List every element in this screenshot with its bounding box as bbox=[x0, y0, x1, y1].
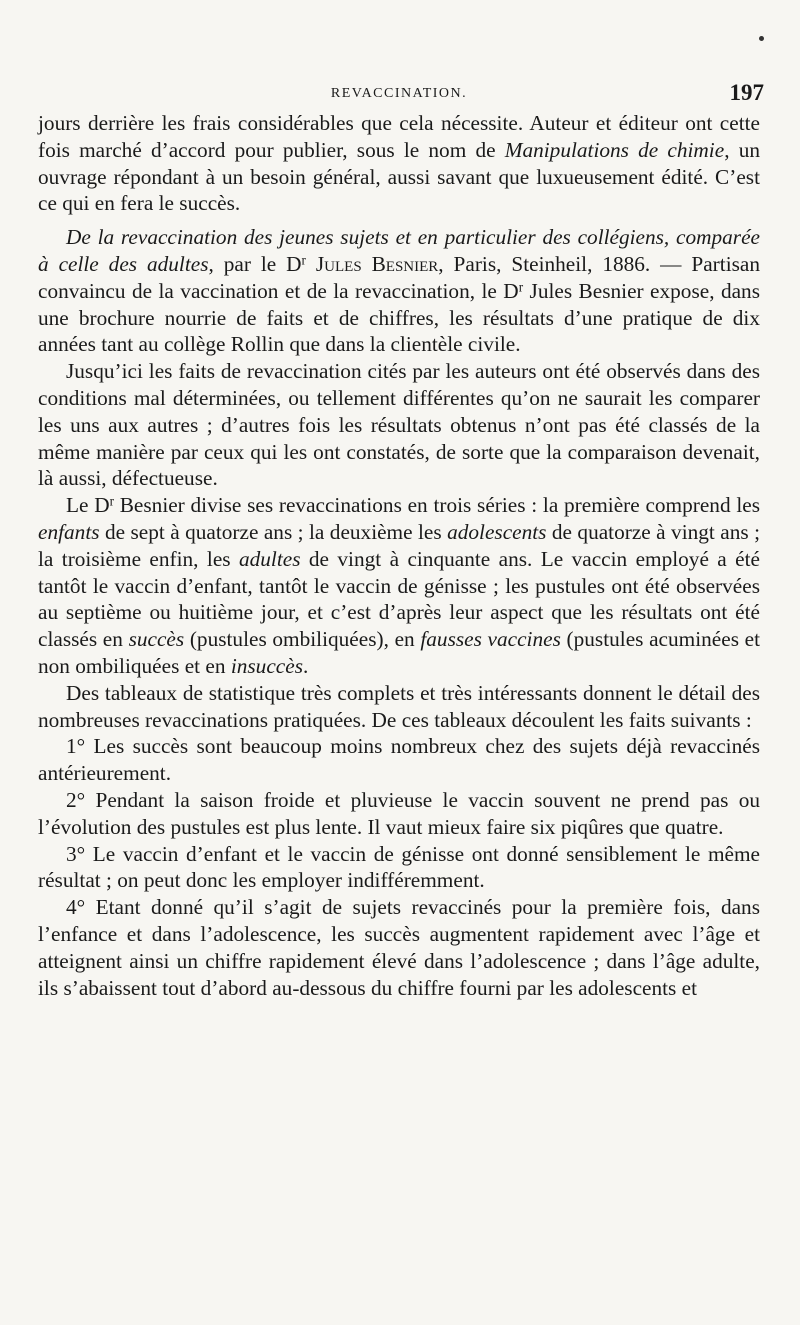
text-run: Le D bbox=[66, 493, 110, 518]
numbered-finding-3: 3° Le vaccin d’enfant et le vaccin de génisse ont donné sensiblement le même résultat ; on peut donc les employer indifféremment. bbox=[38, 841, 760, 893]
numbered-finding-1: 1° Les succès sont beaucoup moins nombreux chez des sujets déjà revaccinés antérieurement. bbox=[38, 734, 760, 786]
paragraph-body: Jusqu’ici les faits de revaccination cités par les auteurs ont été observés dans des conditions mal déterminées, ou tellement différentes qu’on ne saurait les comparer les uns aux autres ; d’autres fois les résultats obtenus n’ont pas été classés de la même manière par ceux qui les ont constatés, de sorte que la comparaison devenait, là aussi, défectueuse. bbox=[38, 359, 760, 491]
paragraph-body bbox=[38, 492, 760, 680]
italic-term: insuccès bbox=[230, 653, 303, 678]
body-text bbox=[38, 110, 760, 1001]
book-title-italic: Manipulations de chimie bbox=[504, 137, 725, 162]
running-title: REVACCINATION. bbox=[330, 86, 468, 101]
text-run: . bbox=[302, 653, 309, 678]
text-run: (pustules acuminées et non ombiliquées et en bbox=[38, 627, 761, 678]
italic-term: adolescents bbox=[447, 519, 547, 544]
italic-term: fausses vaccines bbox=[420, 627, 561, 652]
paragraph-body: Des tableaux de statistique très complets et très intéressants donnent le détail des nombreuses revaccinations pratiquées. De ces tableaux découlent les faits suivants : bbox=[38, 680, 760, 732]
text-run: de vingt à cinquante ans. Le vaccin employé a été tantôt le vaccin d’enfant, tantôt le vaccin de génisse ; les pustules ont été observées au septième ou huitième jour, et c’est d’après leur aspect que les résultats ont été classés en bbox=[38, 546, 760, 652]
italic-term: enfants bbox=[38, 519, 100, 544]
text-run: jours derrière les frais considérables que cela nécessite. Auteur et éditeur ont cette fois marché d’accord pour publier, sous le nom de bbox=[38, 111, 760, 162]
text-run: , un ouvrage répondant à un besoin général, aussi savant que luxueusement édité. C’est ce qui en fera le succès. bbox=[38, 137, 760, 216]
text-run: , Paris, Steinheil, 1886. — Partisan convaincu de la vaccination et de la revaccination, le D bbox=[38, 251, 760, 303]
numbered-finding-4: 4° Etant donné qu’il s’agit de sujets revaccinés pour la première fois, dans l’enfance et dans l’adolescence, les succès augmentent rapidement avec l’âge et atteignent ainsi un chiffre rapidement élevé dans l’adolescence ; dans l’âge adulte, ils s’abaissent tout d’abord au-dessous du chiffre fourni par les adolescents et bbox=[38, 895, 760, 1000]
review-title-italic: De la revaccination des jeunes sujets et en particulier des collégiens, comparée à celle des adultes bbox=[38, 225, 760, 276]
superscript: r bbox=[518, 279, 524, 295]
superscript: r bbox=[301, 252, 306, 268]
text-run: (pustules ombiliquées), en bbox=[184, 627, 421, 652]
superscript: r bbox=[109, 493, 114, 509]
margin-ink-mark bbox=[759, 36, 764, 41]
text-run: Jules Besnier expose, dans une brochure nourrie de faits et de chiffres, les résultats d’une pratique de dix années tant au collège Rollin que dans la clientèle civile. bbox=[38, 278, 760, 357]
paragraph-continuation bbox=[38, 110, 760, 217]
running-head bbox=[38, 80, 764, 110]
text-run: de quatorze à vingt ans ; la troisième enfin, les bbox=[38, 519, 760, 571]
text-run: de sept à quatorze ans ; la deuxième les bbox=[99, 519, 448, 544]
italic-term: adultes bbox=[238, 546, 301, 571]
paragraph-review-entry bbox=[38, 224, 760, 358]
numbered-finding-2: 2° Pendant la saison froide et pluvieuse le vaccin souvent ne prend pas ou l’évolution des pustules est plus lente. Il vaut mieux faire six piqûres que quatre. bbox=[38, 787, 760, 839]
author-name: Jules Besnier bbox=[315, 251, 439, 276]
text-run: Besnier divise ses revaccinations en trois séries : la première comprend les bbox=[113, 493, 760, 518]
italic-term: succès bbox=[128, 627, 185, 652]
book-page bbox=[38, 80, 764, 1001]
page-number: 197 bbox=[729, 80, 764, 105]
text-run: , par le D bbox=[208, 251, 302, 276]
